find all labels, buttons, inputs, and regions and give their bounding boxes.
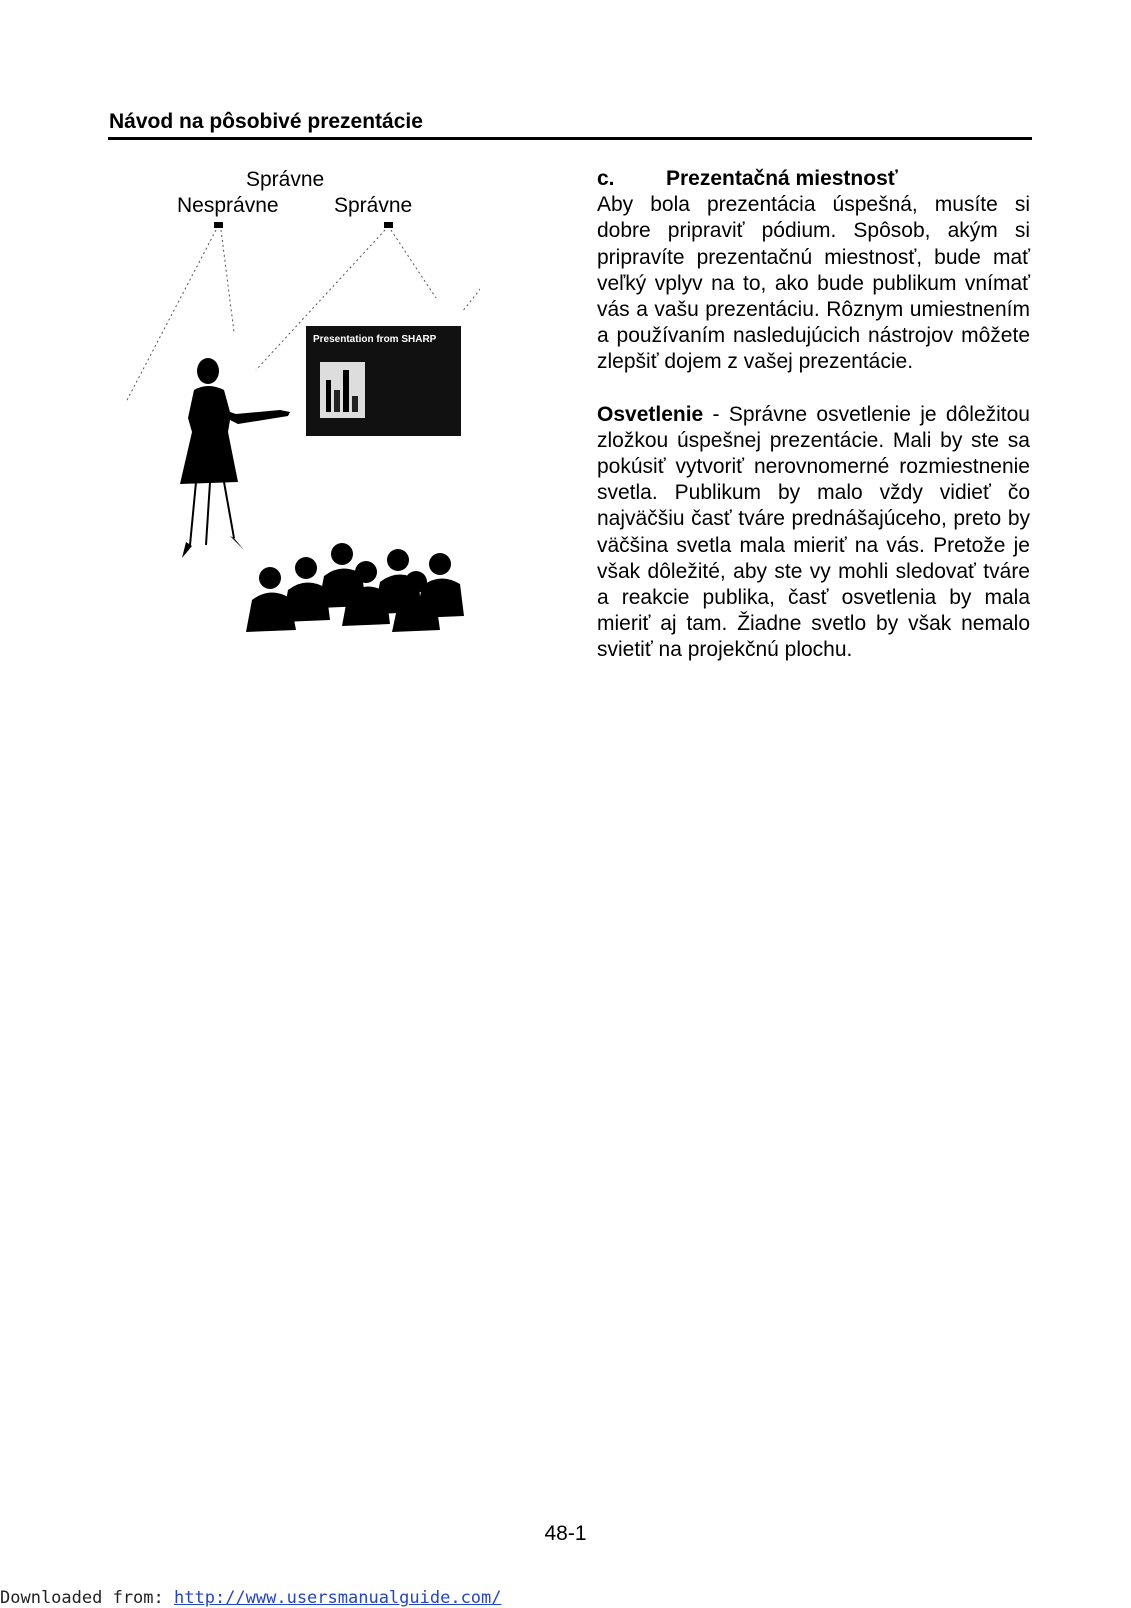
light-fixture-left	[214, 222, 223, 228]
lighting-paragraph	[597, 402, 1030, 664]
light-fixture-middle	[384, 222, 393, 228]
page-header-title: Návod na pôsobivé prezentácie	[109, 110, 423, 133]
projection-screen	[306, 326, 461, 436]
section-number: c.	[597, 167, 615, 190]
page-header	[108, 110, 1032, 140]
footer-prefix: Downloaded from:	[0, 1588, 174, 1608]
figure-label-right: Správne	[334, 194, 413, 217]
download-footer	[0, 1588, 502, 1608]
lighting-term: Osvetlenie	[597, 402, 704, 426]
section-intro-paragraph: Aby bola prezentácia úspešná, musíte si dobre pripraviť pódium. Spôsob, akým si pripravíte prezentačnú miestnosť, bude mať veľký vplyv na to, ako bude publikum vnímať vás a vašu prezentáciu. Rôznym umiestnením a používaním nasledujúcich nástrojov môžete zlepšiť dojem z vašej prezentácie.	[597, 193, 1030, 374]
page-number: 48-1	[544, 1522, 587, 1545]
figure-label-left: Nesprávne	[177, 194, 279, 217]
footer-link[interactable]: http://www.usersmanualguide.com/	[174, 1588, 502, 1608]
figure-label-top: Správne	[246, 168, 325, 191]
section-text-column	[597, 166, 1030, 664]
audience-silhouettes	[246, 543, 464, 632]
lighting-text: - Správne osvetlenie je dôležitou zložkou úspešnej prezentácie. Mali by ste sa pokúsiť vytvoriť nerovnomerné rozmiestnenie svetla. Publikum by malo vždy vidieť čo najväčšiu časť tváre prednášajúceho, preto by väčšina svetla mala mieriť na vás. Pretože je však dôležité, aby ste vy mohli sledovať tváre a reakcie publika, časť osvetlenia by mala mieriť aj tam. Žiadne svetlo by však nemalo svietiť na projekčnú plochu.	[597, 402, 1030, 662]
presenter-figure	[180, 358, 290, 558]
presentation-room-illustration	[120, 220, 480, 640]
screen-title: Presentation from SHARP	[313, 334, 437, 345]
section-heading	[597, 166, 1030, 192]
section-title: Prezentačná miestnosť	[666, 167, 898, 190]
